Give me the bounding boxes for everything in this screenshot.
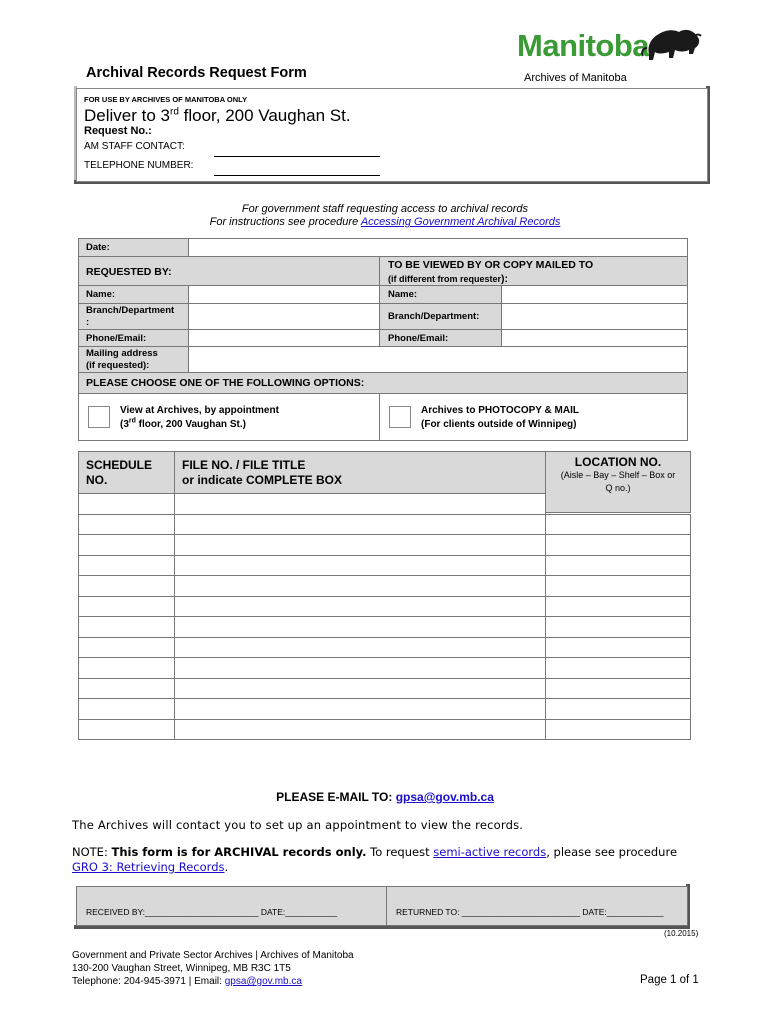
accessing-records-link[interactable]: Accessing Government Archival Records: [360, 216, 561, 228]
location-no-input[interactable]: [545, 534, 691, 556]
location-no-input[interactable]: [545, 719, 691, 741]
name-right-input[interactable]: [501, 285, 688, 304]
semi-active-records-link[interactable]: semi-active records: [433, 845, 547, 859]
location-no-input[interactable]: [545, 698, 691, 720]
location-no-input[interactable]: [545, 596, 691, 618]
schedule-no-input[interactable]: [78, 534, 175, 556]
options-title: PLEASE CHOOSE ONE OF THE FOLLOWING OPTIONS:: [86, 377, 365, 389]
phone-left-label: Phone/Email:: [86, 333, 147, 344]
org-subtitle: Archives of Manitoba: [524, 72, 627, 84]
file-title-input[interactable]: [174, 616, 546, 638]
received-by-field[interactable]: RECEIVED BY:________________________ DATE:___________: [86, 907, 338, 917]
location-header-sub: (Aisle – Bay – Shelf – Box or Q no.): [560, 470, 676, 493]
logo-wordmark: Manitoba: [517, 28, 650, 63]
received-box-divider: [386, 887, 387, 925]
schedule-no-input[interactable]: [78, 555, 175, 577]
phone-right-input[interactable]: [501, 329, 688, 347]
location-header-label: LOCATION NO.: [574, 455, 662, 469]
option-photocopy-checkbox[interactable]: [389, 406, 411, 428]
telephone-label: TELEPHONE NUMBER:: [84, 160, 194, 171]
received-box: [76, 886, 688, 926]
staff-use-label: FOR USE BY ARCHIVES OF MANITOBA ONLY: [84, 95, 248, 104]
location-no-input[interactable]: [545, 514, 691, 536]
branch-right-input[interactable]: [501, 303, 688, 330]
intro-line-2: For instructions see procedure Accessing Government Archival Records: [209, 216, 561, 228]
deliver-to-heading: Deliver to 3rd floor, 200 Vaughan St.: [84, 106, 351, 125]
schedule-no-input[interactable]: [78, 719, 175, 741]
file-title-input[interactable]: [174, 555, 546, 577]
location-no-input[interactable]: [545, 616, 691, 638]
please-email-line: PLEASE E-MAIL TO: gpsa@gov.mb.ca: [276, 790, 494, 804]
branch-left-input[interactable]: [188, 303, 380, 330]
phone-left-input[interactable]: [188, 329, 380, 347]
footer-email-link[interactable]: gpsa@gov.mb.ca: [224, 976, 302, 987]
option-photocopy-label: Archives to PHOTOCOPY & MAIL (For clients outside of Winnipeg): [421, 405, 579, 430]
file-title-input[interactable]: [174, 596, 546, 618]
manitoba-logo: [517, 24, 703, 70]
form-version: (10.2015): [664, 929, 699, 938]
email-link[interactable]: gpsa@gov.mb.ca: [395, 790, 494, 804]
date-label: Date:: [86, 242, 110, 253]
bison-icon: [639, 24, 703, 68]
phone-right-label: Phone/Email:: [388, 333, 449, 344]
file-title-input[interactable]: [174, 719, 546, 741]
gro3-link[interactable]: GRO 3: Retrieving Records: [72, 860, 225, 874]
branch-left-label: Branch/Department :: [86, 305, 175, 328]
schedule-no-input[interactable]: [78, 657, 175, 679]
request-no-label: Request No.:: [84, 125, 152, 137]
returned-to-field[interactable]: RETURNED TO: _________________________ DATE:____________: [396, 907, 664, 917]
file-title-input[interactable]: [174, 493, 546, 515]
contact-text: The Archives will contact you to set up an appointment to view the records.: [72, 818, 524, 832]
date-input[interactable]: [188, 238, 688, 257]
am-staff-contact-label: AM STAFF CONTACT:: [84, 141, 185, 152]
footer-org: Government and Private Sector Archives | Archives of Manitoba: [72, 950, 354, 961]
mailed-to-title: TO BE VIEWED BY OR COPY MAILED TO: [388, 259, 594, 271]
file-title-input[interactable]: [174, 575, 546, 597]
mailing-input[interactable]: [188, 346, 688, 373]
location-no-input[interactable]: [545, 555, 691, 577]
telephone-field[interactable]: [214, 175, 380, 176]
schedule-header-label: SCHEDULE NO.: [86, 458, 153, 487]
footer-contact: Telephone: 204-945-3971 | Email: gpsa@gov.mb.ca: [72, 976, 302, 987]
schedule-no-input[interactable]: [78, 596, 175, 618]
form-title: Archival Records Request Form: [86, 65, 307, 81]
location-no-input[interactable]: [545, 657, 691, 679]
schedule-no-input[interactable]: [78, 493, 175, 515]
schedule-no-input[interactable]: [78, 698, 175, 720]
note-text: NOTE: This form is for ARCHIVAL records only. To request semi-active records, please see procedure GRO 3: Retrieving Records.: [72, 845, 678, 874]
option-view-checkbox[interactable]: [88, 406, 110, 428]
file-title-header-label: FILE NO. / FILE TITLE or indicate COMPLETE BOX: [182, 458, 343, 487]
file-title-input[interactable]: [174, 534, 546, 556]
location-no-input[interactable]: [545, 678, 691, 700]
footer-address: 130-200 Vaughan Street, Winnipeg, MB R3C 1T5: [72, 963, 291, 974]
file-title-input[interactable]: [174, 698, 546, 720]
intro-line-1: For government staff requesting access to archival records: [241, 203, 529, 215]
branch-right-label: Branch/Department:: [388, 311, 480, 322]
file-title-input[interactable]: [174, 637, 546, 659]
requested-by-label: REQUESTED BY:: [86, 266, 172, 278]
schedule-no-input[interactable]: [78, 637, 175, 659]
mailed-to-subtitle: (if different from requester):: [388, 273, 509, 285]
name-left-label: Name:: [86, 289, 116, 300]
option-view-label: View at Archives, by appointment (3rd floor, 200 Vaughan St.): [120, 405, 279, 430]
schedule-no-input[interactable]: [78, 678, 175, 700]
mailing-label: Mailing address (if requested):: [86, 348, 158, 371]
am-staff-contact-field[interactable]: [214, 156, 380, 157]
page-number: Page 1 of 1: [640, 974, 699, 986]
file-title-input[interactable]: [174, 678, 546, 700]
schedule-no-input[interactable]: [78, 514, 175, 536]
file-title-input[interactable]: [174, 657, 546, 679]
name-right-label: Name:: [388, 289, 418, 300]
schedule-no-input[interactable]: [78, 616, 175, 638]
location-no-input[interactable]: [545, 575, 691, 597]
schedule-no-input[interactable]: [78, 575, 175, 597]
file-title-input[interactable]: [174, 514, 546, 536]
name-left-input[interactable]: [188, 285, 380, 304]
location-no-input[interactable]: [545, 637, 691, 659]
